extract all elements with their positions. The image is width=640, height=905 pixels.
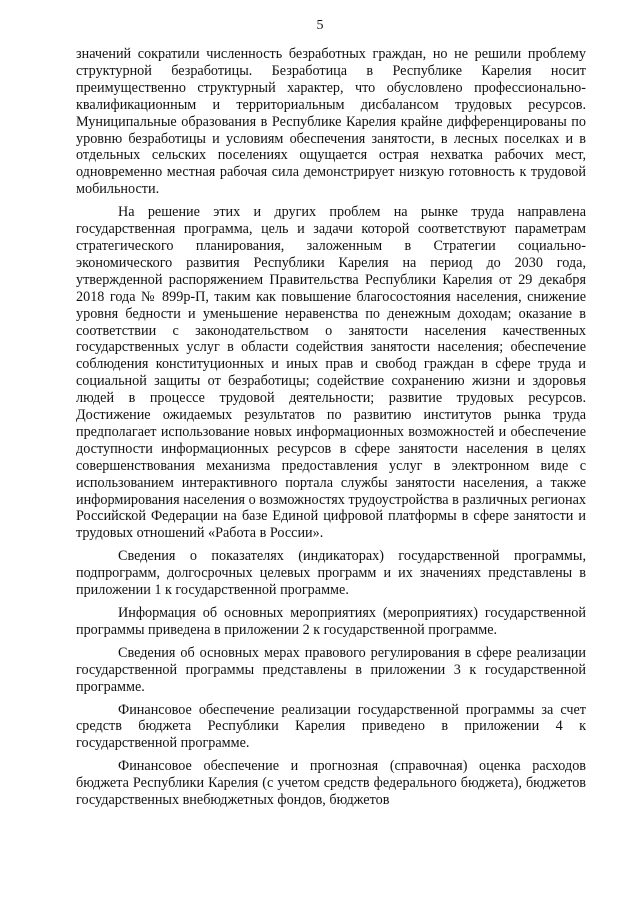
page-number: 5	[316, 18, 324, 33]
paragraph-legal-regulation-info: Сведения об основных мерах правового регулирования в сфере реализации государственной программы представлены в приложении 3 к государственной программе.	[76, 644, 586, 695]
paragraph-continuation: значений сократили численность безработных граждан, но не решили проблему структурной безработицы. Безработица в Республике Карелия носит преимущественно структурный характер, что обусловлено профессионально-квалификационным и территориальным дисбалансом трудовых ресурсов. Муниципальные образования в Республике Карелия крайне дифференцированы по уровню безработицы и условиям обеспечения занятости, в лесных поселках и в отдельных сельских поселениях ощущается острая нехватка рабочих мест, одновременно местная рабочая сила демонстрирует низкую готовность к трудовой мобильности.	[76, 46, 586, 198]
paragraph-financing-info: Финансовое обеспечение реализации государственной программы за счет средств бюджета Республики Карелия приведено в приложении 4 к государственной программе.	[76, 701, 586, 752]
paragraph-financing-estimate: Финансовое обеспечение и прогнозная (справочная) оценка расходов бюджета Республики Карелия (с учетом средств федерального бюджета), бюджетов государственных внебюджетных фондов, бюджетов	[76, 758, 586, 809]
document-body	[76, 46, 586, 815]
paragraph-indicators-info: Сведения о показателях (индикаторах) государственной программы, подпрограмм, долгосрочных целевых программ и их значениях представлены в приложении 1 к государственной программе.	[76, 548, 586, 599]
paragraph-main-activities-info: Информация об основных мероприятиях (мероприятиях) государственной программы приведена в приложении 2 к государственной программе.	[76, 605, 586, 638]
paragraph-state-program-goals: На решение этих и других проблем на рынке труда направлена государственная программа, цель и задачи которой соответствуют параметрам стратегического планирования, заложенным в Стратегии социально-экономического развития Республики Карелия на период до 2030 года, утвержденной распоряжением Правительства Республики Карелия от 29 декабря 2018 года № 899р-П, таким как повышение благосостояния населения, снижение уровня бедности и уменьшение неравенства по денежным доходам; оказание в соответствии с законодательством о занятости населения качественных государственных услуг в области содействия занятости населения; обеспечение соблюдения конституционных и иных прав и свобод граждан в сфере труда и социальной защиты от безработицы; содействие сохранению жизни и здоровья людей в процессе трудовой деятельности; развитие трудовых ресурсов. Достижение ожидаемых результатов по развитию институтов рынка труда предполагает использование новых информационных возможностей и обеспечение доступности информационных ресурсов в сфере занятости населения в целях совершенствования механизма предоставления услуг в электронном виде с использованием интерактивного портала службы занятости населения, а также информирования населения о возможностях трудоустройства в различных регионах Российской Федерации на базе Единой цифровой платформы в сфере занятости и трудовых отношений «Работа в России».	[76, 204, 586, 542]
